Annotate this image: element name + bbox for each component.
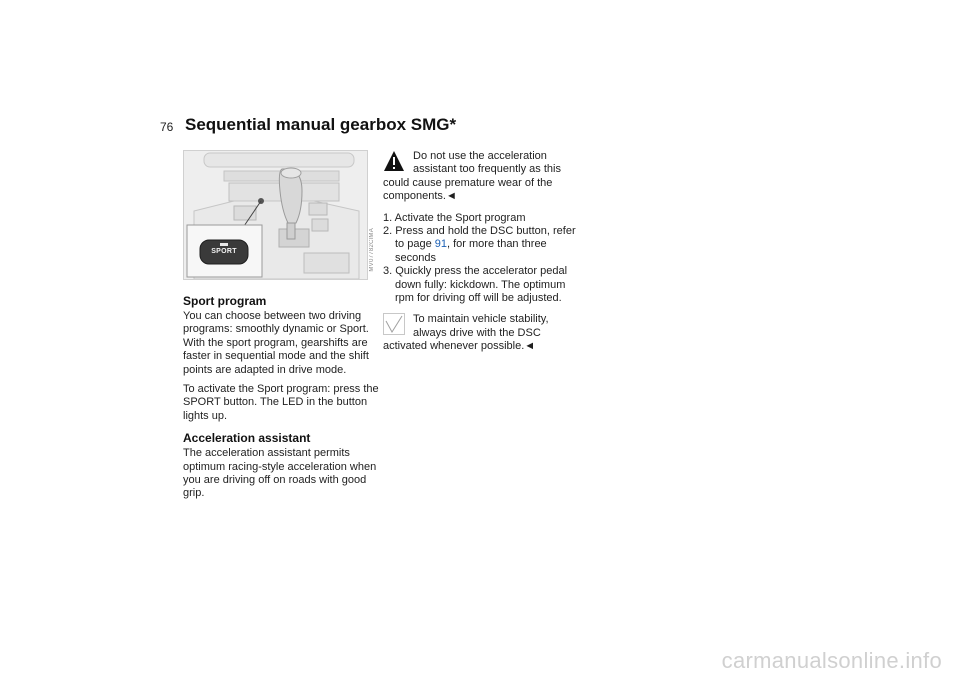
gear-selector-figure [183,150,368,280]
page-title: Sequential manual gearbox SMG* [185,115,457,134]
step-number: 2. [383,225,393,238]
sport-program-paragraph-2: To activate the Sport program: press the SPORT button. The LED in the button lights up. [183,383,379,422]
warning-text: Do not use the acceleration assistant too frequently as this could cause premature wear of the components.◄ [383,150,561,203]
sport-program-paragraph-1: You can choose between two driving programs: smoothly dynamic or Sport. With the sport program, gearshifts are faster in sequential mode and the shift points are adapted in drive mode. [183,310,369,376]
acceleration-assistant-paragraph: The acceleration assistant permits optimum racing-style acceleration when you are driving off on roads with good grip. [183,447,377,500]
gear-selector-illustration [184,151,367,279]
watermark: carmanualsonline.info [721,648,942,673]
step-text: Quickly press the accelerator pedal down fully: kickdown. The optimum rpm for driving off will be adjusted. [395,265,568,305]
step-number: 1. [383,211,393,224]
sport-button-label: SPORT [211,248,237,255]
note-checkmark-icon [383,313,407,337]
steps-list [383,212,581,306]
left-column [183,294,383,507]
note-notice [383,313,581,353]
list-item [383,212,581,225]
step-number: 3. [383,265,393,278]
note-text: To maintain vehicle stability, always drive with the DSC activated whenever possible.◄ [383,313,549,353]
right-column [383,150,581,362]
step-text: Activate the Sport program [394,211,526,224]
warning-notice [383,150,581,204]
page-91-link[interactable]: 91 [434,238,448,251]
page-number: 76 [160,120,174,134]
list-item [383,265,581,305]
sport-program-heading: Sport program [183,294,267,308]
acceleration-assistant-heading: Acceleration assistant [183,431,311,446]
step-text-pre: Press and hold the DSC button, refer to page [395,225,576,251]
warning-triangle-icon [383,150,407,174]
list-item [383,225,581,265]
step-text-post: , for more than three seconds [395,238,547,264]
figure-code: MV07782ClMA [369,228,375,272]
